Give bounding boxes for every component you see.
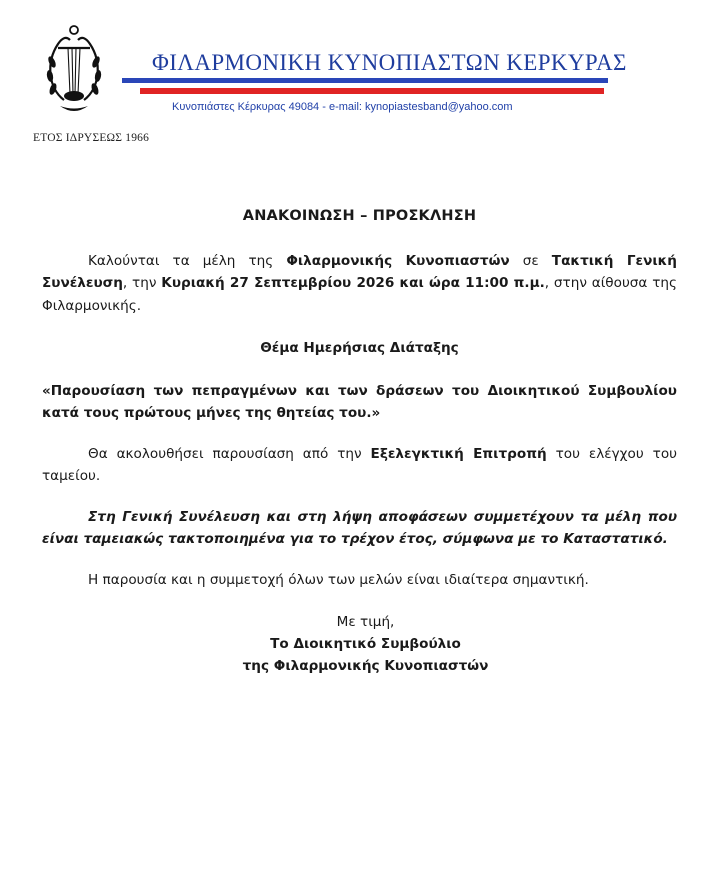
text-run: , την	[122, 275, 162, 291]
announcement-body	[42, 196, 677, 677]
signature-block	[42, 611, 677, 677]
invitation-paragraph	[42, 250, 677, 318]
audit-paragraph	[42, 443, 677, 488]
lyre-laurel-logo	[40, 22, 108, 118]
attendance-paragraph: Η παρουσία και η συμμετοχή όλων των μελών είναι ιδιαίτερα σημαντική.	[88, 571, 589, 588]
contact-line: Κυνοπιάστες Κέρκυρας 49084 - e-mail: kynopiastesband@yahoo.com	[172, 101, 513, 113]
text-run: σε	[509, 252, 552, 269]
audit-committee: Εξελεγκτική Επιτροπή	[370, 445, 547, 462]
assembly-type: Τακτική Γενική Συνέλευση	[42, 252, 677, 291]
signature-line-1: Το Διοικητικό Συμβούλιο	[270, 636, 461, 652]
closing-salutation: Με τιμή,	[336, 614, 395, 630]
eligibility-paragraph: Στη Γενική Συνέλευση και στη λήψη αποφάσεων συμμετέχουν τα μέλη που είναι ταμειακώς τακτοποιημένα για το τρέχον έτος, σύμφωνα με το Καταστατικό.	[42, 508, 677, 547]
text-run: του ελέγχου του ταμείου.	[42, 445, 678, 484]
organization-name: ΦΙΛΑΡΜΟΝΙΚΗ ΚΥΝΟΠΙΑΣΤΩΝ ΚΕΡΚΥΡΑΣ	[152, 50, 627, 75]
text-run: , στην αίθουσα της Φιλαρμονικής.	[42, 275, 677, 314]
text-run: Καλούνται τα μέλη της	[88, 252, 287, 269]
document-heading: ΑΝΑΚΟΙΝΩΣΗ – ΠΡΟΣΚΛΗΣΗ	[242, 208, 477, 224]
founded-year: ΕΤΟΣ ΙΔΡΥΣΕΩΣ 1966	[33, 132, 150, 144]
band-name: Φιλαρμονικής Κυνοπιαστών	[286, 252, 510, 269]
signature-line-2: της Φιλαρμονικής Κυνοπιαστών	[242, 658, 489, 674]
meeting-datetime: Κυριακή 27 Σεπτεμβρίου 2026 και ώρα 11:00 π.μ.	[161, 275, 545, 291]
agenda-title: Θέμα Ημερήσιας Διάταξης	[260, 340, 459, 356]
text-run: Θα ακολουθήσει παρουσίαση από την	[88, 445, 371, 462]
header-rule-red	[140, 88, 604, 94]
header-rule-blue	[122, 78, 608, 83]
agenda-item: «Παρουσίαση των πεπραγμένων και των δράσεων του Διοικητικού Συμβουλίου κατά τους πρώτους μήνες της θητείας του.»	[42, 382, 677, 421]
